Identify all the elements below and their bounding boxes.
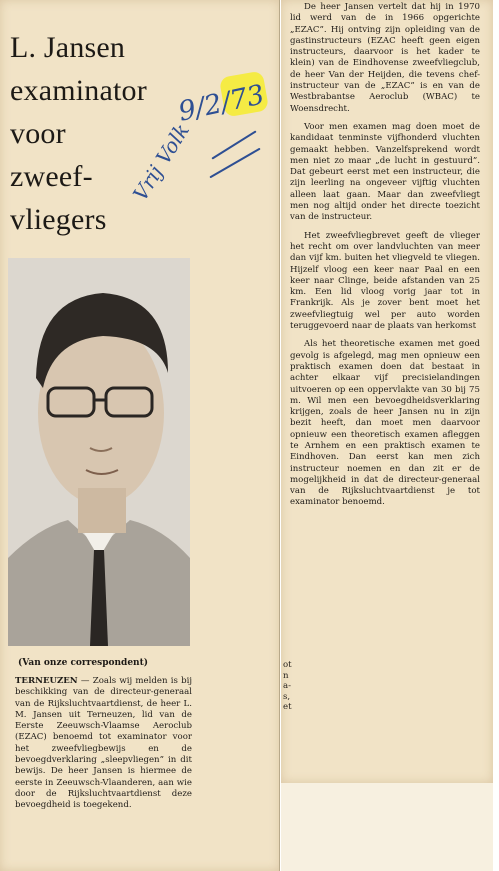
headline <box>10 26 190 241</box>
column-divider <box>279 0 280 871</box>
headline-line: voor <box>10 117 66 150</box>
handwritten-date: 9/2/73 <box>175 79 268 128</box>
portrait-illustration <box>8 258 190 646</box>
headline-line: vliegers <box>10 203 107 236</box>
fragment: n <box>283 670 289 681</box>
article-intro <box>15 676 192 812</box>
headline-line: L. Jansen <box>10 31 126 64</box>
intro-text: — Zoals wij melden is bij beschikking van de directeur-generaal van de Rijksluchtvaartdienst, de heer L. M. Jansen uit Terneuzen, lid van de Eerste Zeeuwsch-Vlaamse Aeroclub (EZAC) benoemd tot examinator voor het zweefvliegbewijs en de bevoegdverklaring „sleepvliegen” in dit bewijs. De heer Jansen is hiermee de eerste in Zeeuwsch-Vlaanderen, aan wie door de Rijksluchtvaartdienst deze bevoegdheid is toegekend. <box>15 676 192 811</box>
dateline: TERNEUZEN <box>15 676 78 686</box>
photo-caption: (Van onze correspondent) <box>18 658 149 668</box>
fragment: et <box>283 702 292 712</box>
paragraph: De heer Jansen vertelt dat hij in 1970 lid werd van de in 1966 opgerichte „EZAC”. Hij ontving zijn opleiding van de gastinstructeurs (EZAC heeft geen eigen instructeurs, daarvoor is het kader te klein) van de Eindhovense zweefvliegclub, de heer Van der Heijden, die tevens chef-instructeur van de „EZAC” is en van de Westbrabantse Aeroclub (WBAC) te Woensdrecht. <box>290 2 480 114</box>
fragment: a- <box>283 681 292 691</box>
intro-paragraph <box>15 676 192 812</box>
paragraph: Voor men examen mag doen moet de kandidaat tenminste vijfhonderd vluchten gemaakt hebben. Vanzelfsprekend wordt men niet zo maar „de lucht in gestuurd”. Dat gebeurt eerst met een instructeur, die zijn leerling na ongeveer vijftig vluchten alleen laat gaan. Maar dan zweefvliegt men nog altijd onder het directe toezicht van de instructeur. <box>290 121 480 223</box>
headline-line: zweef- <box>10 160 93 193</box>
headline-line: examinator <box>10 74 147 107</box>
blank-paper-strip <box>281 783 493 871</box>
fragment: s, <box>283 691 291 702</box>
handwritten-source: Vrij Volk <box>128 119 195 205</box>
paragraph: Als het theoretische examen met goed gevolg is afgelegd, mag men opnieuw een praktisch examen doen dat bestaat in achter elkaar vijf precisielandingen uitvoeren op een oppervlakte van 30 bij 75 m. Wil men een bevoegdheidsverklaring krijgen, zoals de heer Jansen nu in zijn bezit heeft, dan moet men daarvoor opnieuw een theoretisch examen afleggen te Arnhem en een praktisch examen te Eindhoven. Dan eerst kan men zich instructeur noemen en dan zit er de mogelijkheid in dat de directeur-generaal van de Rijksluchtvaartdienst je tot examinator benoemd. <box>290 339 480 508</box>
paragraph: Het zweefvliegbrevet geeft de vlieger het recht om over landvluchten van meer dan vijf km. buiten het vliegveld te vliegen. Hijzelf vloog een keer naar Paal en een keer naar Clinge, beide afstanden van 25 km. Een lid vloog vorig jaar tot in Frankrijk. Als je zover bent moet het zweefvliegtuig wel per auto worden teruggevoerd naar de plaats van herkomst <box>290 230 480 332</box>
article-continuation <box>290 2 480 516</box>
fragment: ot <box>283 660 292 670</box>
portrait-photo <box>8 258 190 646</box>
cut-column-fragments <box>283 660 295 713</box>
